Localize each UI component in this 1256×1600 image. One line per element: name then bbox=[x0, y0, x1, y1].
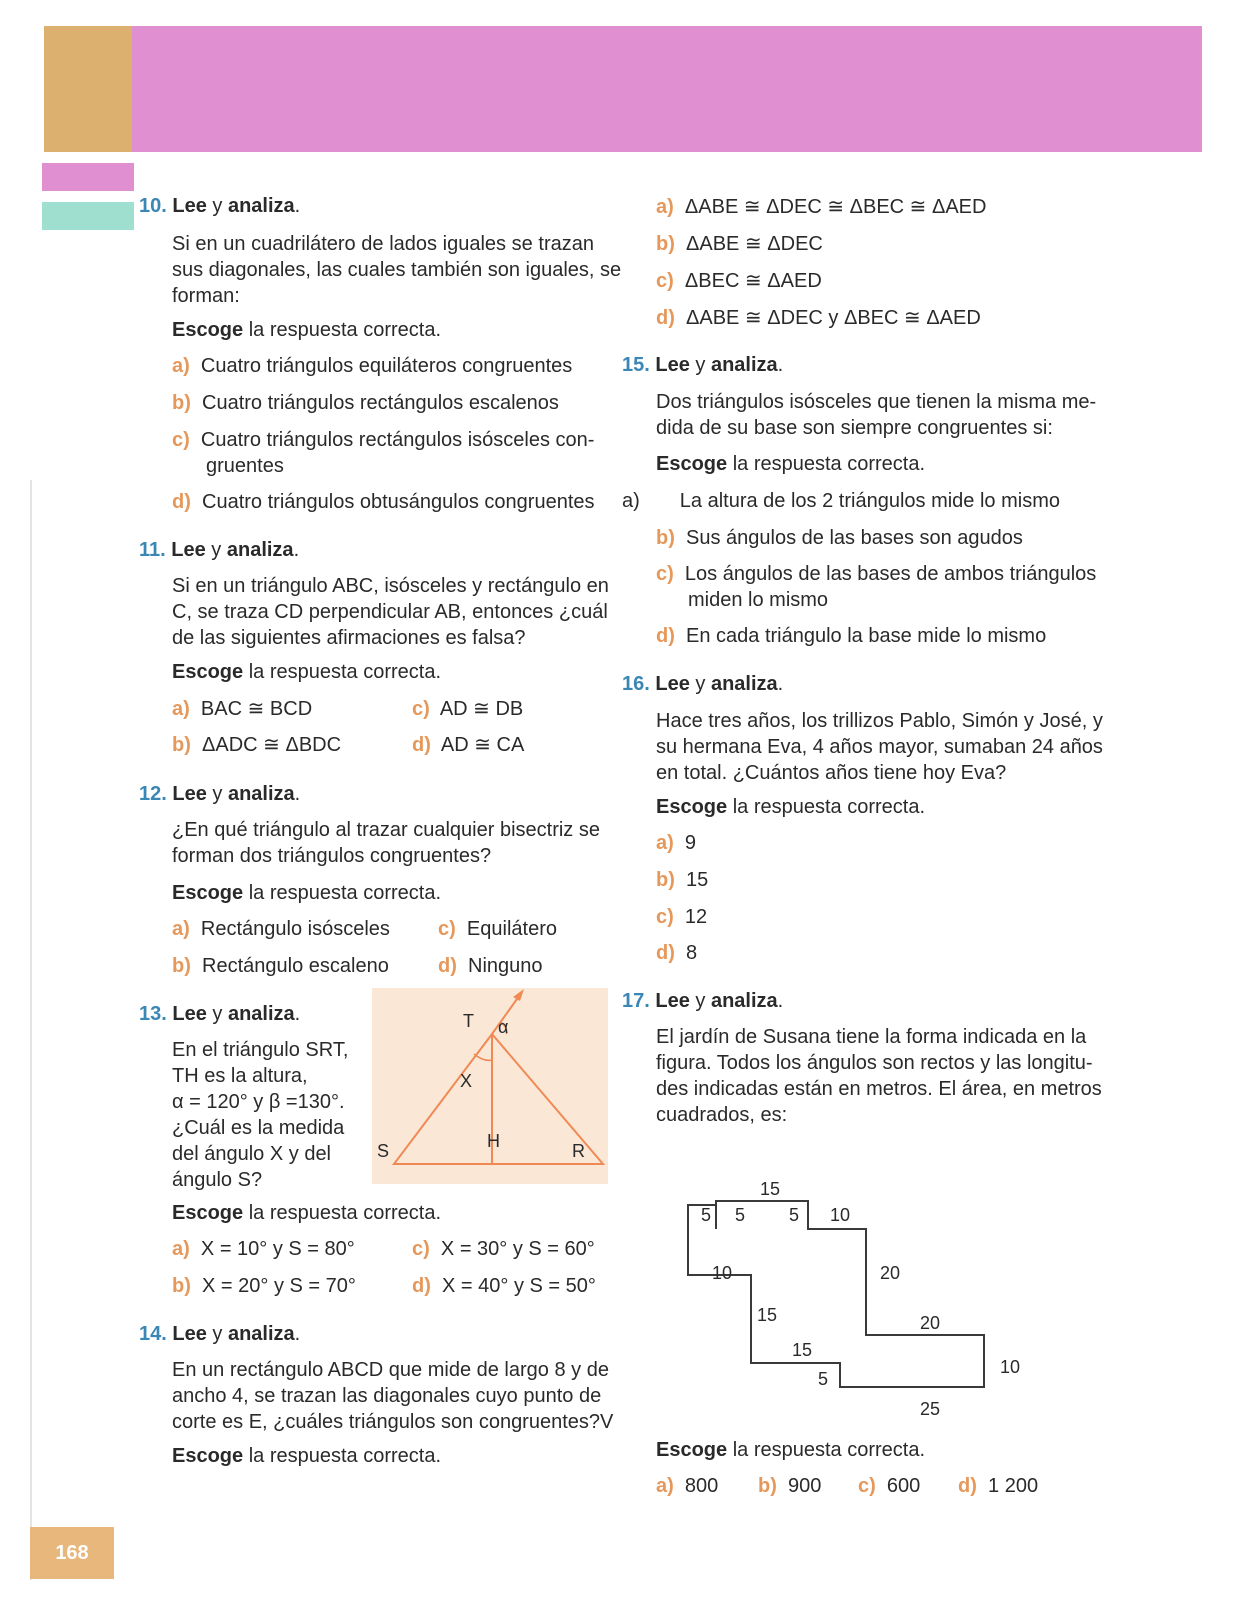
q13-heading: 13. Lee y analiza. bbox=[139, 1003, 301, 1025]
q14-heading: 14. Lee y analiza. bbox=[139, 1323, 301, 1345]
garden-label: 20 bbox=[880, 1263, 901, 1283]
q10-heading: 10. Lee y analiza. bbox=[139, 195, 301, 217]
label-alpha: α bbox=[498, 1017, 509, 1037]
q16-option-d[interactable]: d) 8 bbox=[656, 942, 698, 964]
q16-option-c[interactable]: c) 12 bbox=[656, 906, 708, 928]
q14-option-d[interactable]: d) ΔABE ≅ ΔDEC y ΔBEC ≅ ΔAED bbox=[656, 307, 981, 329]
q10-option-c-continued: gruentes bbox=[206, 455, 284, 477]
q14-option-a[interactable]: a) ΔABE ≅ ΔDEC ≅ ΔBEC ≅ ΔAED bbox=[656, 196, 987, 218]
q15-option-c[interactable]: c) Los ángulos de las bases de ambos triángulos bbox=[656, 563, 1097, 585]
q17-text-line: cuadrados, es: bbox=[656, 1104, 788, 1126]
q13-option-b[interactable]: b) X = 20° y S = 70° bbox=[172, 1275, 356, 1297]
q11-heading: 11. Lee y analiza. bbox=[139, 539, 300, 561]
q12-option-d[interactable]: d) Ninguno bbox=[438, 955, 543, 977]
label-s: S bbox=[377, 1141, 390, 1161]
q16-heading: 16. Lee y analiza. bbox=[622, 673, 784, 695]
q11-option-a[interactable]: a) BAC ≅ BCD bbox=[172, 698, 313, 720]
label-r: R bbox=[572, 1141, 585, 1161]
q16-instruction: Escoge la respuesta correcta. bbox=[656, 796, 926, 818]
q16-text-line: Hace tres años, los trillizos Pablo, Simón y José, y bbox=[656, 710, 1103, 732]
q13-instruction: Escoge la respuesta correcta. bbox=[172, 1202, 442, 1224]
q15-instruction: Escoge la respuesta correcta. bbox=[656, 453, 926, 475]
q10-text-line: Si en un cuadrilátero de lados iguales se trazan bbox=[172, 233, 594, 255]
q13-text-line: ángulo S? bbox=[172, 1169, 263, 1191]
label-x: X bbox=[460, 1071, 473, 1091]
q16-text-line: en total. ¿Cuántos años tiene hoy Eva? bbox=[656, 762, 1007, 784]
q13-text-line: del ángulo X y del bbox=[172, 1143, 332, 1165]
label-h: H bbox=[487, 1131, 500, 1151]
q10-instruction: Escoge la respuesta correcta. bbox=[172, 319, 442, 341]
q17-option-d[interactable]: d) 1 200 bbox=[958, 1475, 1039, 1497]
q14-instruction: Escoge la respuesta correcta. bbox=[172, 1445, 442, 1467]
garden-label: 5 bbox=[701, 1205, 712, 1225]
q11-option-b[interactable]: b) ΔADC ≅ ΔBDC bbox=[172, 734, 342, 756]
label-t: T bbox=[463, 1011, 474, 1031]
garden-label: 15 bbox=[792, 1340, 813, 1360]
q13-number: 13. bbox=[139, 1003, 167, 1025]
q11-text-line: de las siguientes afirmaciones es falsa? bbox=[172, 627, 526, 649]
q14-number: 14. bbox=[139, 1323, 167, 1345]
q17-text-line: des indicadas están en metros. El área, en metros bbox=[656, 1078, 1102, 1100]
q11-option-c[interactable]: c) AD ≅ DB bbox=[412, 698, 524, 720]
q10-option-d[interactable]: d) Cuatro triángulos obtusángulos congruentes bbox=[172, 491, 595, 513]
q13-text-line: En el triángulo SRT, bbox=[172, 1039, 349, 1061]
q11-text-line: Si en un triángulo ABC, isósceles y rectángulo en bbox=[172, 575, 609, 597]
q17-heading: 17. Lee y analiza. bbox=[622, 990, 784, 1012]
q13-option-a[interactable]: a) X = 10° y S = 80° bbox=[172, 1238, 355, 1260]
q12-heading: 12. Lee y analiza. bbox=[139, 783, 301, 805]
q12-instruction: Escoge la respuesta correcta. bbox=[172, 882, 442, 904]
q12-option-b[interactable]: b) Rectángulo escaleno bbox=[172, 955, 389, 977]
q17-instruction: Escoge la respuesta correcta. bbox=[656, 1439, 926, 1461]
q10-option-b[interactable]: b) Cuatro triángulos rectángulos escalenos bbox=[172, 392, 559, 414]
garden-label: 20 bbox=[920, 1313, 941, 1333]
page-number: 168 bbox=[55, 1541, 89, 1564]
q13-text-line: α = 120° y β =130°. bbox=[172, 1091, 345, 1113]
q14-option-c[interactable]: c) ΔBEC ≅ ΔAED bbox=[656, 270, 822, 292]
q16-option-a[interactable]: a) 9 bbox=[656, 832, 697, 854]
q10-text-line: forman: bbox=[172, 285, 240, 307]
q17-option-b[interactable]: b) 900 bbox=[758, 1475, 822, 1497]
garden-label: 15 bbox=[760, 1179, 781, 1199]
q11-instruction: Escoge la respuesta correcta. bbox=[172, 661, 442, 683]
garden-label: 5 bbox=[818, 1369, 829, 1389]
garden-label: 10 bbox=[712, 1263, 733, 1283]
q13-option-d[interactable]: d) X = 40° y S = 50° bbox=[412, 1275, 596, 1297]
q16-option-b[interactable]: b) 15 bbox=[656, 869, 709, 891]
q15-option-b[interactable]: b) Sus ángulos de las bases son agudos bbox=[656, 527, 1023, 549]
q12-option-a[interactable]: a) Rectángulo isósceles bbox=[172, 918, 390, 940]
q12-text-line: forman dos triángulos congruentes? bbox=[172, 845, 492, 867]
q10-option-a[interactable]: a) Cuatro triángulos equiláteros congruentes bbox=[172, 355, 573, 377]
q11-text-line: C, se traza CD perpendicular AB, entonces ¿cuál bbox=[172, 601, 608, 623]
q15-number: 15. bbox=[622, 354, 650, 376]
q16-number: 16. bbox=[622, 673, 650, 695]
q15-option-d[interactable]: d) En cada triángulo la base mide lo mismo bbox=[656, 625, 1047, 647]
q15-option-c-continued: miden lo mismo bbox=[688, 589, 829, 611]
garden-label: 10 bbox=[1000, 1357, 1021, 1377]
q10-number: 10. bbox=[139, 195, 167, 217]
q17-text-line: El jardín de Susana tiene la forma indicada en la bbox=[656, 1026, 1087, 1048]
q13-text-line: ¿Cuál es la medida bbox=[172, 1117, 345, 1139]
q15-text-line: Dos triángulos isósceles que tienen la misma me- bbox=[656, 391, 1097, 413]
q12-number: 12. bbox=[139, 783, 167, 805]
garden-label: 10 bbox=[830, 1205, 851, 1225]
q16-text-line: su hermana Eva, 4 años mayor, sumaban 24 años bbox=[656, 736, 1103, 758]
q11-option-d[interactable]: d) AD ≅ CA bbox=[412, 734, 525, 756]
q17-option-c[interactable]: c) 600 bbox=[858, 1475, 921, 1497]
q17-text-line: figura. Todos los ángulos son rectos y las longitu- bbox=[656, 1052, 1093, 1074]
q17-number: 17. bbox=[622, 990, 650, 1012]
q13-option-c[interactable]: c) X = 30° y S = 60° bbox=[412, 1238, 595, 1260]
garden-label: 15 bbox=[757, 1305, 778, 1325]
garden-outline bbox=[688, 1201, 984, 1387]
q15-text-line: dida de su base son siempre congruentes si: bbox=[656, 417, 1053, 439]
q14-text-line: corte es E, ¿cuáles triángulos son congruentes?V bbox=[172, 1411, 614, 1433]
q10-text-line: sus diagonales, las cuales también son iguales, se bbox=[172, 259, 622, 281]
q12-option-c[interactable]: c) Equilátero bbox=[438, 918, 557, 940]
garden-label: 5 bbox=[789, 1205, 800, 1225]
q14-option-b[interactable]: b) ΔABE ≅ ΔDEC bbox=[656, 233, 823, 255]
garden-label: 25 bbox=[920, 1399, 941, 1419]
q13-text-line: TH es la altura, bbox=[172, 1065, 308, 1087]
q10-option-c[interactable]: c) Cuatro triángulos rectángulos isósceles con- bbox=[172, 429, 595, 451]
q12-text-line: ¿En qué triángulo al trazar cualquier bisectriz se bbox=[172, 819, 600, 841]
q11-number: 11. bbox=[139, 539, 166, 561]
garden-label: 5 bbox=[735, 1205, 746, 1225]
q17-option-a[interactable]: a) 800 bbox=[656, 1475, 719, 1497]
q14-text-line: ancho 4, se trazan las diagonales cuyo punto de bbox=[172, 1385, 602, 1407]
q15-heading: 15. Lee y analiza. bbox=[622, 354, 784, 376]
q15-option-a[interactable]: a) La altura de los 2 triángulos mide lo mismo bbox=[622, 490, 1060, 512]
q14-text-line: En un rectángulo ABCD que mide de largo 8 y de bbox=[172, 1359, 609, 1381]
